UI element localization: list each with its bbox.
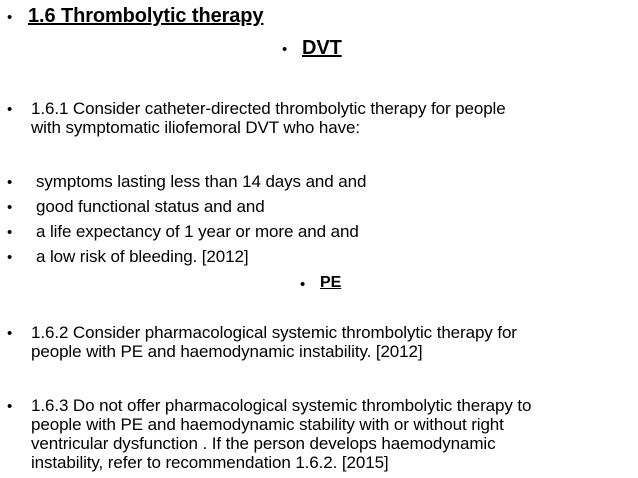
- bullet-icon: •: [7, 325, 13, 342]
- bullet-icon: •: [7, 224, 13, 241]
- slide-title: 1.6 Thrombolytic therapy: [28, 5, 264, 27]
- bullet-icon: •: [7, 101, 13, 118]
- rec-text-line: 1.6.1 Consider catheter-directed thrombolytic therapy for people: [31, 99, 506, 118]
- bullet-icon: •: [7, 249, 13, 266]
- rec-text-line: people with PE and haemodynamic instability. [2012]: [31, 342, 423, 361]
- rec-text-line: people with PE and haemodynamic stability with or without right: [31, 415, 504, 434]
- rec-text-line: 1.6.3 Do not offer pharmacological systemic thrombolytic therapy to: [31, 396, 532, 415]
- criteria-text: a low risk of bleeding. [2012]: [36, 247, 249, 266]
- rec-text-line: instability, refer to recommendation 1.6.2. [2015]: [31, 453, 389, 472]
- criteria-text: good functional status and and: [36, 197, 265, 216]
- section-heading-pe: PE: [320, 274, 342, 291]
- section-heading-dvt: DVT: [302, 37, 342, 59]
- rec-text-line: with symptomatic iliofemoral DVT who have:: [31, 118, 360, 137]
- rec-text-line: ventricular dysfunction . If the person develops haemodynamic: [31, 434, 496, 453]
- bullet-icon: •: [7, 398, 13, 415]
- bullet-icon: •: [7, 9, 13, 26]
- criteria-text: a life expectancy of 1 year or more and and: [36, 222, 359, 241]
- criteria-text: symptoms lasting less than 14 days and and: [36, 172, 367, 191]
- bullet-icon: •: [7, 199, 13, 216]
- bullet-icon: •: [7, 174, 13, 191]
- bullet-icon: •: [300, 276, 306, 293]
- rec-text-line: 1.6.2 Consider pharmacological systemic thrombolytic therapy for: [31, 323, 517, 342]
- bullet-icon: •: [282, 41, 288, 58]
